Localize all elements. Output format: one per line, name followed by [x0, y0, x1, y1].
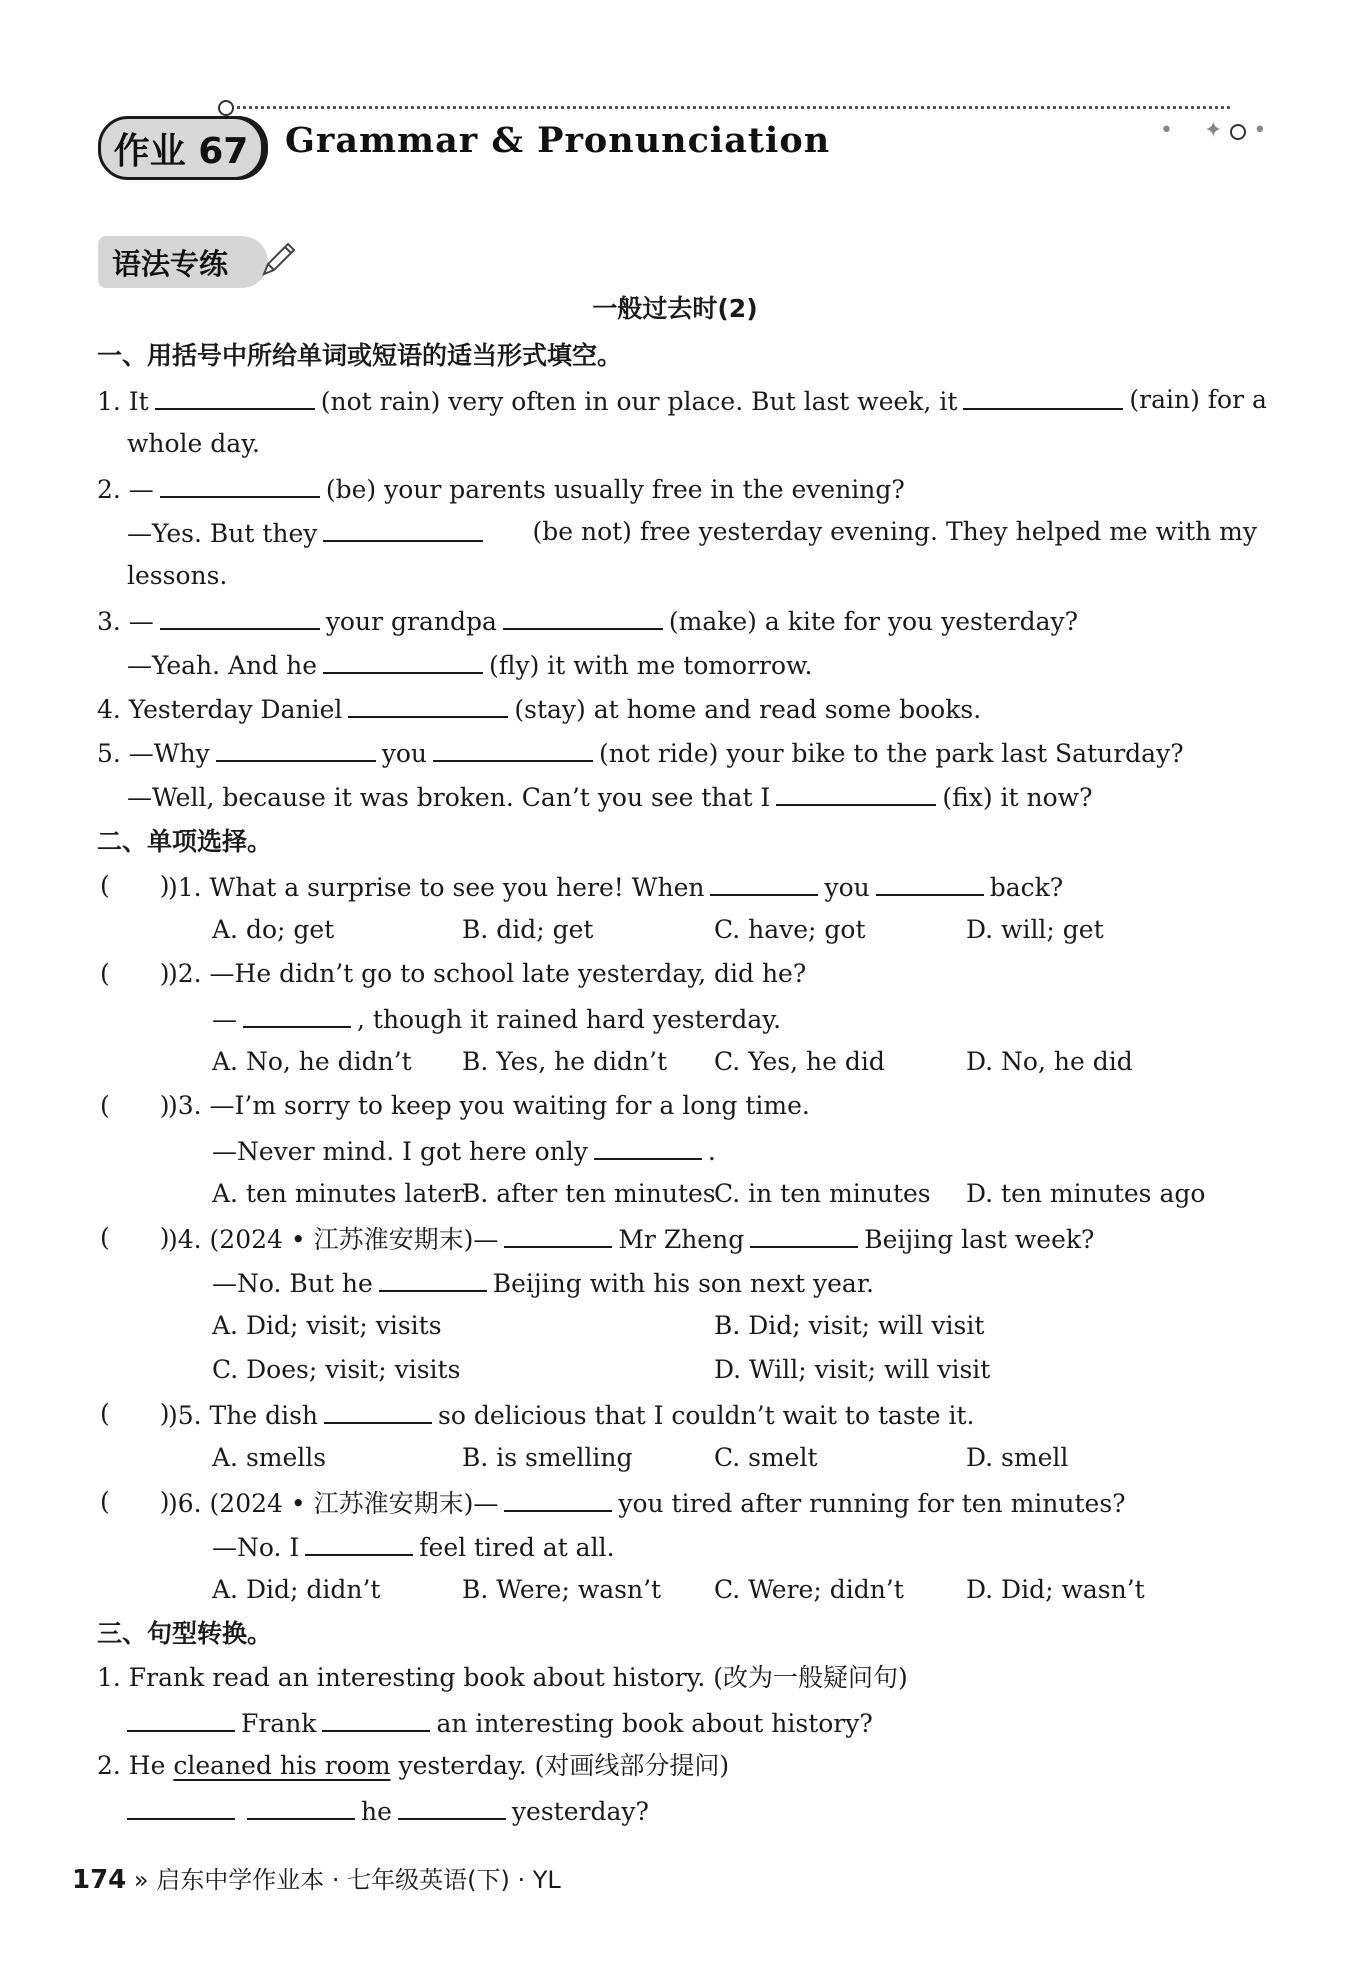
p2-q3-line2: —Never mind. I got here only .: [212, 1134, 716, 1168]
option-d[interactable]: D. Did; wasn’t: [966, 1575, 1145, 1604]
answer-blank[interactable]: [243, 1002, 351, 1028]
p1-q4: 4. Yesterday Daniel (stay) at home and read some books.: [97, 692, 1257, 726]
part1-heading: 一、用括号中所给单词或短语的适当形式填空。: [97, 341, 623, 370]
grammar-topic: 一般过去时(2): [592, 294, 758, 323]
option-b[interactable]: B. is smelling: [462, 1443, 633, 1472]
book-title: 启东中学作业本 · 七年级英语(下) · YL: [156, 1866, 561, 1894]
answer-paren[interactable]: ( ): [100, 1399, 170, 1428]
p2-q2-stem: )2. —He didn’t go to school late yesterday, did he?: [168, 959, 807, 988]
option-b[interactable]: B. after ten minutes: [462, 1179, 716, 1208]
option-c[interactable]: C. Yes, he did: [714, 1047, 885, 1076]
answer-blank[interactable]: [348, 692, 508, 718]
answer-blank[interactable]: [323, 516, 483, 542]
option-a[interactable]: A. Did; didn’t: [212, 1575, 381, 1604]
option-c[interactable]: C. have; got: [714, 915, 866, 944]
option-c[interactable]: C. Does; visit; visits: [212, 1355, 461, 1384]
p1-q2-line1: 2. — (be) your parents usually free in the evening?: [97, 472, 1257, 506]
answer-blank[interactable]: [710, 870, 818, 896]
option-c[interactable]: C. in ten minutes: [714, 1179, 931, 1208]
pencil-icon: [258, 240, 298, 280]
option-b[interactable]: B. did; get: [462, 915, 594, 944]
p1-q5-line2: —Well, because it was broken. Can’t you see that I (fix) it now?: [127, 780, 1287, 814]
p1-q2-line3: lessons.: [127, 561, 228, 590]
option-a[interactable]: A. ten minutes later: [212, 1179, 465, 1208]
option-c[interactable]: C. Were; didn’t: [714, 1575, 904, 1604]
answer-blank[interactable]: [160, 604, 320, 630]
p1-q5-line1: 5. —Why you (not ride) your bike to the park last Saturday?: [97, 736, 1257, 770]
answer-blank[interactable]: [155, 384, 315, 410]
answer-blank[interactable]: [247, 1794, 355, 1820]
header-dotted-line: [225, 106, 1230, 109]
option-a[interactable]: A. smells: [212, 1443, 327, 1472]
answer-blank[interactable]: [127, 1706, 235, 1732]
answer-blank[interactable]: [876, 870, 984, 896]
p2-q1-stem: )1. What a surprise to see you here! When you back?: [168, 870, 1063, 904]
answer-blank[interactable]: [323, 648, 483, 674]
p2-q6-stem: )6. (2024 • 江苏淮安期末)— you tired after running for ten minutes?: [168, 1486, 1126, 1520]
option-b[interactable]: B. Did; visit; will visit: [714, 1311, 985, 1340]
option-d[interactable]: D. will; get: [966, 915, 1104, 944]
p3-q1-answer-line: Frank an interesting book about history?: [127, 1706, 1287, 1740]
page-title: Grammar & Pronunciation: [285, 120, 831, 161]
header-circle-start: [218, 100, 234, 116]
p1-q3-line1: 3. — your grandpa (make) a kite for you yesterday?: [97, 604, 1257, 638]
option-a[interactable]: A. Did; visit; visits: [212, 1311, 442, 1340]
option-c[interactable]: C. smelt: [714, 1443, 818, 1472]
p1-q2-line2: —Yes. But they (be not) free yesterday evening. They helped me with my: [127, 517, 1257, 548]
answer-blank[interactable]: [503, 604, 663, 630]
p2-q2-line2: — , though it rained hard yesterday.: [212, 1002, 781, 1036]
option-d[interactable]: D. Will; visit; will visit: [714, 1355, 991, 1384]
option-b[interactable]: B. Were; wasn’t: [462, 1575, 662, 1604]
answer-blank[interactable]: [398, 1794, 506, 1820]
answer-paren[interactable]: ( ): [100, 1091, 170, 1120]
p2-q6-line2: —No. I feel tired at all.: [212, 1530, 615, 1564]
option-b[interactable]: B. Yes, he didn’t: [462, 1047, 668, 1076]
answer-blank[interactable]: [379, 1266, 487, 1292]
answer-paren[interactable]: ( ): [100, 959, 170, 988]
homework-number-badge: 作业 67: [98, 116, 264, 180]
answer-blank[interactable]: [127, 1794, 235, 1820]
answer-blank[interactable]: [433, 736, 593, 762]
answer-blank[interactable]: [504, 1486, 612, 1512]
part3-heading: 三、句型转换。: [97, 1619, 273, 1648]
answer-paren[interactable]: ( ): [100, 1223, 170, 1252]
p1-q1-line2: whole day.: [127, 429, 260, 458]
page-footer: [72, 1860, 561, 1895]
p2-q4-stem: )4. (2024 • 江苏淮安期末)— Mr Zheng Beijing last week?: [168, 1222, 1094, 1256]
answer-blank[interactable]: [160, 472, 320, 498]
answer-blank[interactable]: [305, 1530, 413, 1556]
option-a[interactable]: A. do; get: [212, 915, 335, 944]
answer-blank[interactable]: [750, 1222, 858, 1248]
p3-q2-answer-line: he yesterday?: [127, 1794, 1287, 1828]
part2-heading: 二、单项选择。: [97, 827, 273, 856]
answer-blank[interactable]: [963, 384, 1123, 410]
page-number: 174: [72, 1865, 127, 1895]
answer-paren[interactable]: ( ): [100, 871, 170, 900]
option-d[interactable]: D. No, he did: [966, 1047, 1133, 1076]
p2-q5-stem: )5. The dish so delicious that I couldn’t wait to taste it.: [168, 1398, 975, 1432]
answer-blank[interactable]: [776, 780, 936, 806]
answer-blank[interactable]: [594, 1134, 702, 1160]
double-arrow-icon: »: [133, 1866, 149, 1894]
answer-blank[interactable]: [322, 1706, 430, 1732]
p2-q3-stem: )3. —I’m sorry to keep you waiting for a long time.: [168, 1091, 810, 1120]
answer-paren[interactable]: ( ): [100, 1487, 170, 1516]
answer-blank[interactable]: [324, 1398, 432, 1424]
p2-q4-line2: —No. But he Beijing with his son next year.: [212, 1266, 874, 1300]
p1-q1-line1: 1. It (not rain) very often in our place. But last week, it (rain) for a: [97, 385, 1267, 416]
underlined-phrase: cleaned his room: [173, 1751, 391, 1780]
p3-q1-stem: 1. Frank read an interesting book about history. (改为一般疑问句): [97, 1663, 908, 1692]
p1-q3-line2: —Yeah. And he (fly) it with me tomorrow.: [127, 648, 1287, 682]
answer-blank[interactable]: [504, 1222, 612, 1248]
header-sparkle-icon: • ✦ •: [1160, 118, 1279, 143]
option-a[interactable]: A. No, he didn’t: [212, 1047, 412, 1076]
option-d[interactable]: D. smell: [966, 1443, 1069, 1472]
option-d[interactable]: D. ten minutes ago: [966, 1179, 1206, 1208]
section-tab: 语法专练: [98, 236, 268, 288]
p3-q2-stem: 2. He cleaned his room yesterday. (对画线部分提问): [97, 1751, 730, 1780]
answer-blank[interactable]: [216, 736, 376, 762]
